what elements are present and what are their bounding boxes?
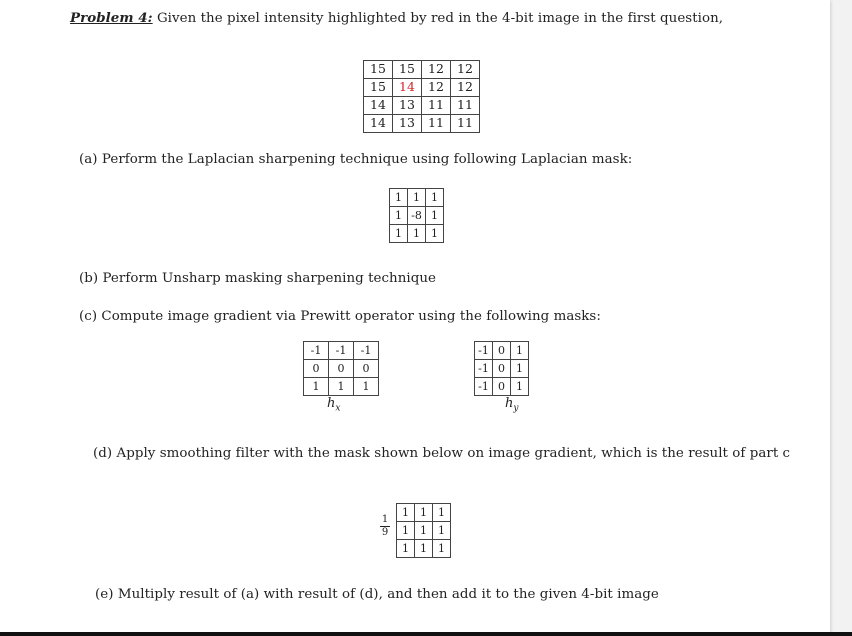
image-cell: 12 — [451, 79, 480, 97]
prewitt-hy-body — [475, 342, 529, 396]
problem-label: Problem 4: — [70, 10, 153, 26]
prewitt-hy-mask — [474, 341, 529, 396]
hx-cell: 0 — [304, 360, 329, 378]
image-row — [364, 61, 480, 79]
fraction-denominator: 9 — [381, 527, 389, 538]
hy-row — [475, 378, 529, 396]
smoothing-cell: 1 — [433, 540, 451, 558]
part-a-text: (a) Perform the Laplacian sharpening technique using following Laplacian mask: — [79, 152, 633, 167]
hy-cell: -1 — [475, 342, 493, 360]
hx-cell: 1 — [354, 378, 379, 396]
smoothing-cell: 1 — [415, 504, 433, 522]
image-cell: 12 — [422, 61, 451, 79]
hx-row — [304, 360, 379, 378]
image-cell: 11 — [451, 115, 480, 133]
image-cell: 15 — [393, 61, 422, 79]
prewitt-hx-mask — [303, 341, 379, 396]
laplacian-row — [390, 225, 444, 243]
hy-cell: 1 — [511, 378, 529, 396]
hy-cell: 1 — [511, 360, 529, 378]
problem-heading — [70, 10, 723, 26]
image-cell: 14 — [364, 97, 393, 115]
laplacian-cell: 1 — [408, 189, 426, 207]
smoothing-cell: 1 — [415, 540, 433, 558]
smoothing-cell: 1 — [397, 540, 415, 558]
hx-cell: 1 — [304, 378, 329, 396]
smoothing-cell: 1 — [433, 522, 451, 540]
image-cell: 12 — [422, 79, 451, 97]
part-c-text: (c) Compute image gradient via Prewitt operator using the following masks: — [79, 309, 601, 324]
hy-label — [505, 396, 518, 414]
laplacian-cell: 1 — [408, 225, 426, 243]
laplacian-cell: 1 — [390, 207, 408, 225]
image-cell: 13 — [393, 97, 422, 115]
image-cell: 11 — [451, 97, 480, 115]
hy-cell: 1 — [511, 342, 529, 360]
smoothing-row — [397, 522, 451, 540]
hy-label-base: h — [505, 396, 514, 411]
smoothing-mask-body — [397, 504, 451, 558]
image-cell: 13 — [393, 115, 422, 133]
smoothing-mask — [396, 503, 451, 558]
image-cell: 11 — [422, 115, 451, 133]
laplacian-cell: 1 — [426, 225, 444, 243]
image-cell: 12 — [451, 61, 480, 79]
hx-cell: -1 — [354, 342, 379, 360]
smoothing-cell: 1 — [433, 504, 451, 522]
hx-cell: 1 — [329, 378, 354, 396]
image-cell-highlighted: 14 — [393, 79, 422, 97]
hx-row — [304, 378, 379, 396]
laplacian-row — [390, 207, 444, 225]
laplacian-row — [390, 189, 444, 207]
laplacian-cell: -8 — [408, 207, 426, 225]
hx-cell: -1 — [304, 342, 329, 360]
image-cell: 11 — [422, 97, 451, 115]
hx-label-base: h — [327, 396, 336, 411]
smoothing-scale-fraction — [380, 515, 390, 538]
part-b-text: (b) Perform Unsharp masking sharpening technique — [79, 271, 436, 286]
image-matrix-body — [364, 61, 480, 133]
fraction-numerator: 1 — [381, 514, 389, 525]
image-cell: 15 — [364, 61, 393, 79]
image-row — [364, 115, 480, 133]
hy-cell: 0 — [493, 342, 511, 360]
hx-label — [327, 396, 340, 414]
hx-label-sub: x — [335, 403, 341, 414]
laplacian-cell: 1 — [426, 189, 444, 207]
hy-cell: 0 — [493, 378, 511, 396]
hy-row — [475, 360, 529, 378]
smoothing-cell: 1 — [397, 504, 415, 522]
hy-label-sub: y — [513, 403, 519, 414]
image-matrix — [363, 60, 480, 133]
bottom-rule — [0, 632, 852, 636]
hx-cell: 0 — [329, 360, 354, 378]
smoothing-row — [397, 540, 451, 558]
hy-cell: -1 — [475, 378, 493, 396]
image-row — [364, 97, 480, 115]
laplacian-cell: 1 — [426, 207, 444, 225]
smoothing-cell: 1 — [397, 522, 415, 540]
problem-statement: Given the pixel intensity highlighted by red in the 4-bit image in the first question, — [156, 11, 724, 26]
hx-row — [304, 342, 379, 360]
laplacian-mask — [389, 188, 444, 243]
hy-row — [475, 342, 529, 360]
part-d-text: (d) Apply smoothing filter with the mask shown below on image gradient, which is the result of part c — [93, 446, 791, 461]
hx-cell: -1 — [329, 342, 354, 360]
prewitt-hx-body — [304, 342, 379, 396]
part-e-text: (e) Multiply result of (a) with result of (d), and then add it to the given 4-bit image — [95, 587, 659, 602]
smoothing-row — [397, 504, 451, 522]
laplacian-mask-body — [390, 189, 444, 243]
smoothing-cell: 1 — [415, 522, 433, 540]
laplacian-cell: 1 — [390, 225, 408, 243]
image-cell: 14 — [364, 115, 393, 133]
laplacian-cell: 1 — [390, 189, 408, 207]
image-row — [364, 79, 480, 97]
hy-cell: -1 — [475, 360, 493, 378]
image-cell: 15 — [364, 79, 393, 97]
hy-cell: 0 — [493, 360, 511, 378]
hx-cell: 0 — [354, 360, 379, 378]
